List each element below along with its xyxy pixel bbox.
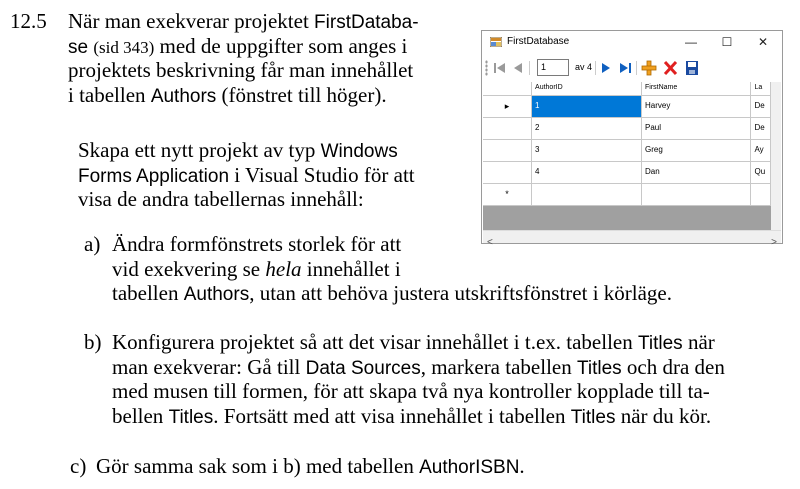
text-segment: Windows xyxy=(320,141,398,162)
grid-cell[interactable]: Paul xyxy=(641,117,750,139)
grid-cell[interactable]: Qu xyxy=(751,161,771,183)
text-segment: med musen till formen, för att skapa två nya kontroller kopplade till ta- xyxy=(112,379,710,403)
text-line xyxy=(112,281,672,307)
text-line xyxy=(78,138,398,164)
grid-cell[interactable] xyxy=(751,183,771,205)
title-bar[interactable] xyxy=(482,31,782,55)
grid-row[interactable] xyxy=(483,117,771,139)
text-segment: Data Sources xyxy=(305,357,421,379)
column-header[interactable]: La xyxy=(751,82,771,95)
column-header[interactable]: AuthorID xyxy=(532,82,642,95)
text-line xyxy=(112,404,711,430)
move-first-icon[interactable] xyxy=(493,60,507,76)
text-segment: , markera tabellen xyxy=(420,354,577,379)
grid-cell[interactable]: De xyxy=(751,95,771,117)
grid-cell[interactable]: Dan xyxy=(641,161,750,183)
text-segment: När man exekverar projektet xyxy=(68,9,315,33)
text-segment: AuthorISBN xyxy=(419,457,520,478)
grid-row[interactable] xyxy=(483,139,771,161)
grid-table xyxy=(483,82,771,206)
text-segment: man exekverar: Gå till xyxy=(112,354,306,379)
text-segment: innehållet i xyxy=(301,256,401,281)
grid-cell[interactable]: 3 xyxy=(532,139,642,161)
text-line xyxy=(68,9,419,35)
grid-row[interactable] xyxy=(483,95,771,117)
toolbar-grip[interactable] xyxy=(485,60,488,76)
text-line xyxy=(112,232,401,257)
item-a-label: a) xyxy=(84,232,101,256)
toolbar-separator xyxy=(595,61,596,75)
grid-cell[interactable]: 1 xyxy=(532,95,642,117)
text-segment: Ändra formfönstrets storlek för att xyxy=(112,232,402,256)
text-segment: när du kör. xyxy=(615,403,712,428)
text-line xyxy=(68,34,407,60)
text-line xyxy=(68,83,387,109)
text-line xyxy=(68,58,413,83)
text-line xyxy=(112,379,710,404)
text-segment: i tabellen xyxy=(68,82,151,107)
header-corner[interactable] xyxy=(483,82,532,95)
grid-cell[interactable]: Ay xyxy=(751,139,771,161)
text-line xyxy=(78,163,415,189)
row-header[interactable] xyxy=(483,139,532,161)
text-segment: Titles xyxy=(576,357,622,379)
firstdatabase-window xyxy=(481,30,783,248)
text-segment: Forms Application xyxy=(78,165,230,187)
minimize-button[interactable]: — xyxy=(685,35,697,49)
row-header[interactable]: * xyxy=(483,183,532,205)
count-label: av 4 xyxy=(575,62,593,72)
text-segment: (sid 343) xyxy=(93,37,155,57)
close-button[interactable]: ✕ xyxy=(757,35,769,49)
item-b-label: b) xyxy=(84,330,102,354)
text-segment: och dra den xyxy=(621,354,725,379)
text-segment: . Fortsätt med att visa innehållet i tabellen xyxy=(213,403,571,428)
text-segment: FirstDataba- xyxy=(314,12,419,33)
grid-cell[interactable]: De xyxy=(751,117,771,139)
text-segment: Titles xyxy=(570,406,616,428)
text-line xyxy=(96,454,525,480)
grid-cell[interactable]: 2 xyxy=(532,117,642,139)
delete-icon[interactable] xyxy=(663,60,678,76)
text-segment: Authors xyxy=(183,284,250,305)
text-segment: i Visual Studio för att xyxy=(229,162,415,187)
text-segment: Titles xyxy=(168,406,214,428)
authors-datagridview[interactable] xyxy=(483,82,771,230)
text-segment: tabellen xyxy=(112,281,184,305)
text-segment: (fönstret till höger). xyxy=(216,82,387,107)
toolbar-separator xyxy=(636,61,637,75)
app-icon xyxy=(490,37,502,47)
move-next-icon[interactable] xyxy=(600,60,612,76)
text-line xyxy=(78,187,364,212)
text-segment: bellen xyxy=(112,403,169,428)
row-header[interactable] xyxy=(483,117,532,139)
binding-navigator xyxy=(482,55,782,81)
row-header[interactable] xyxy=(483,161,532,183)
grid-cell[interactable]: 4 xyxy=(532,161,642,183)
text-segment: . xyxy=(519,454,525,478)
maximize-button[interactable]: ☐ xyxy=(721,35,733,49)
text-line xyxy=(112,330,715,356)
scroll-left-icon[interactable]: < xyxy=(487,237,493,248)
text-segment: Authors xyxy=(150,85,217,107)
text-line xyxy=(112,355,725,381)
text-segment: med de uppgifter som anges i xyxy=(154,33,408,58)
move-previous-icon[interactable] xyxy=(512,60,524,76)
position-input[interactable]: 1 xyxy=(537,59,569,76)
grid-row[interactable] xyxy=(483,161,771,183)
exercise-number: 12.5 xyxy=(10,9,47,33)
window-title: FirstDatabase xyxy=(507,36,570,47)
grid-cell[interactable] xyxy=(641,183,750,205)
text-segment: när xyxy=(682,330,715,354)
horizontal-scrollbar[interactable] xyxy=(483,230,781,248)
row-header[interactable]: ▸ xyxy=(483,95,532,117)
text-segment: , utan att behöva justera utskriftsfönstret i körläge. xyxy=(249,281,673,305)
add-new-icon[interactable] xyxy=(641,60,657,76)
grid-row[interactable] xyxy=(483,183,771,205)
text-segment: Gör samma sak som i b) med tabellen xyxy=(96,454,420,478)
move-last-icon[interactable] xyxy=(618,60,632,76)
column-header[interactable]: FirstName xyxy=(641,82,750,95)
text-segment: Skapa ett nytt projekt av typ xyxy=(78,138,321,162)
text-segment: hela xyxy=(265,256,302,281)
vertical-scrollbar[interactable] xyxy=(771,82,781,230)
text-line xyxy=(112,257,401,282)
scroll-right-icon[interactable]: > xyxy=(771,237,777,248)
text-segment: vid exekvering se xyxy=(112,256,266,281)
text-segment: visa de andra tabellernas innehåll: xyxy=(78,187,364,211)
text-segment: Konfigurera projektet så att det visar innehållet i t.ex. tabellen xyxy=(112,330,638,354)
grid-cell[interactable]: Greg xyxy=(641,139,750,161)
text-segment: se xyxy=(68,36,94,58)
toolbar-separator xyxy=(529,61,530,75)
text-segment: Titles xyxy=(637,333,683,354)
item-c-label: c) xyxy=(70,454,87,478)
save-icon[interactable] xyxy=(685,60,699,76)
grid-cell[interactable]: Harvey xyxy=(641,95,750,117)
grid-cell[interactable] xyxy=(532,183,642,205)
text-segment: projektets beskrivning får man innehållet xyxy=(68,58,414,82)
